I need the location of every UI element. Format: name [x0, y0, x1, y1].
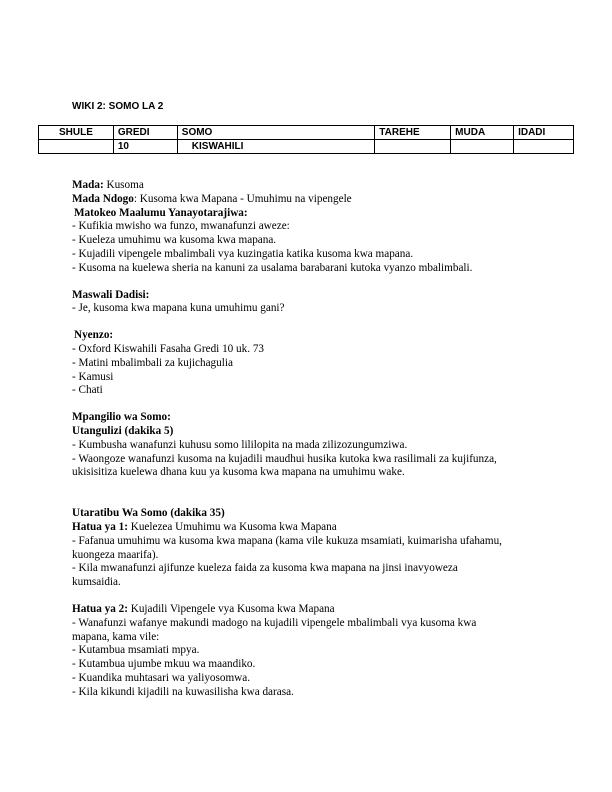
table-cell [39, 140, 114, 154]
table-header-cell: TAREHE [375, 126, 451, 140]
table-header-cell: MUDA [451, 126, 514, 140]
list-item: - Kumbusha wanafunzi kuhusu somo lililopita na mada zilizozungumziwa. [72, 438, 408, 451]
table-header-row [39, 126, 574, 140]
subtopic-label: Mada Ndogo [72, 192, 134, 205]
list-item: - Je, kusoma kwa mapana kuna umuhimu gani? [72, 302, 285, 315]
table-row [39, 140, 574, 154]
list-item: - Kila kikundi kijadili na kuwasilisha kwa darasa. [72, 685, 294, 698]
list-item: - Oxford Kiswahili Fasaha Gredi 10 uk. 73 [72, 342, 265, 355]
table-header-cell: IDADI [514, 126, 574, 140]
table-cell: 10 [113, 140, 177, 154]
plan-heading: Mpangilio wa Somo: [72, 411, 171, 424]
list-item: ukisisitiza kuelewa dhana kuu ya kusoma kwa mapana na umuhimu wake. [72, 466, 405, 479]
table-cell [514, 140, 574, 154]
table-header-cell: GREDI [113, 126, 177, 140]
list-item: kumsaidia. [72, 576, 121, 589]
list-item: - Waongoze wanafunzi kusoma na kujadili maudhui husika kutoka kwa rasilimali za kujifunza, [72, 452, 497, 465]
topic-value: Kusoma [106, 179, 144, 191]
table-header-cell: SHULE [39, 126, 114, 140]
step1-title: Hatua ya 1: Kuelezea Umuhimu wa Kusoma kwa Mapana [72, 520, 337, 533]
resources-heading: Nyenzo: [74, 329, 114, 342]
table-cell [451, 140, 514, 154]
list-item: - Kueleza umuhimu wa kusoma kwa mapana. [72, 234, 277, 247]
list-item: - Kutambua ujumbe mkuu wa maandiko. [72, 658, 256, 671]
questions-heading: Maswali Dadisi: [72, 288, 150, 301]
table-header-cell: SOMO [177, 126, 375, 140]
topic-label: Mada: [72, 179, 104, 191]
table-cell [375, 140, 451, 154]
list-item: - Wanafunzi wafanye makundi madogo na kujadili vipengele mbalimbali vya kusoma kwa [72, 616, 477, 629]
outcomes-heading: Matokeo Maalumu Yanayotarajiwa: [74, 206, 248, 219]
topic-line [72, 179, 540, 193]
list-item: - Kamusi [72, 370, 114, 383]
subtopic-line [72, 193, 540, 207]
procedure-heading: Utaratibu Wa Somo (dakika 35) [72, 507, 225, 520]
intro-heading: Utangulizi (dakika 5) [72, 424, 174, 437]
list-item: - Kujadili vipengele mbalimbali vya kuzingatia katika kusoma kwa mapana. [72, 247, 414, 260]
list-item: - Fafanua umuhimu wa kusoma kwa mapana (kama vile kukuza msamiati, kuimarisha ufahamu, [72, 534, 502, 547]
list-item: - Kufikia mwisho wa funzo, mwanafunzi aweze: [72, 220, 290, 233]
list-item: - Chati [72, 384, 103, 397]
week-lesson-label: WIKI 2: SOMO LA 2 [72, 101, 164, 112]
table-cell: KISWAHILI [177, 140, 375, 154]
lesson-body [72, 179, 540, 700]
list-item: - Kila mwanafunzi ajifunze kueleza faida za kusoma kwa mapana na jinsi inavyoweza [72, 562, 458, 575]
list-item: kuongeza maarifa). [72, 548, 159, 561]
step2-title: Hatua ya 2: Kujadili Vipengele vya Kusoma kwa Mapana [72, 602, 335, 615]
subtopic-value: : Kusoma kwa Mapana - Umuhimu na vipengele [133, 192, 352, 205]
list-item: mapana, kama vile: [72, 630, 160, 643]
list-item: - Matini mbalimbali za kujichagulia [72, 356, 233, 369]
list-item: - Kuandika muhtasari wa yaliyosomwa. [72, 671, 251, 684]
lesson-info-table [38, 125, 574, 154]
list-item: - Kusoma na kuelewa sheria na kanuni za usalama barabarani kutoka vyanzo mbalimbali. [72, 261, 473, 274]
list-item: - Kutambua msamiati mpya. [72, 644, 200, 657]
